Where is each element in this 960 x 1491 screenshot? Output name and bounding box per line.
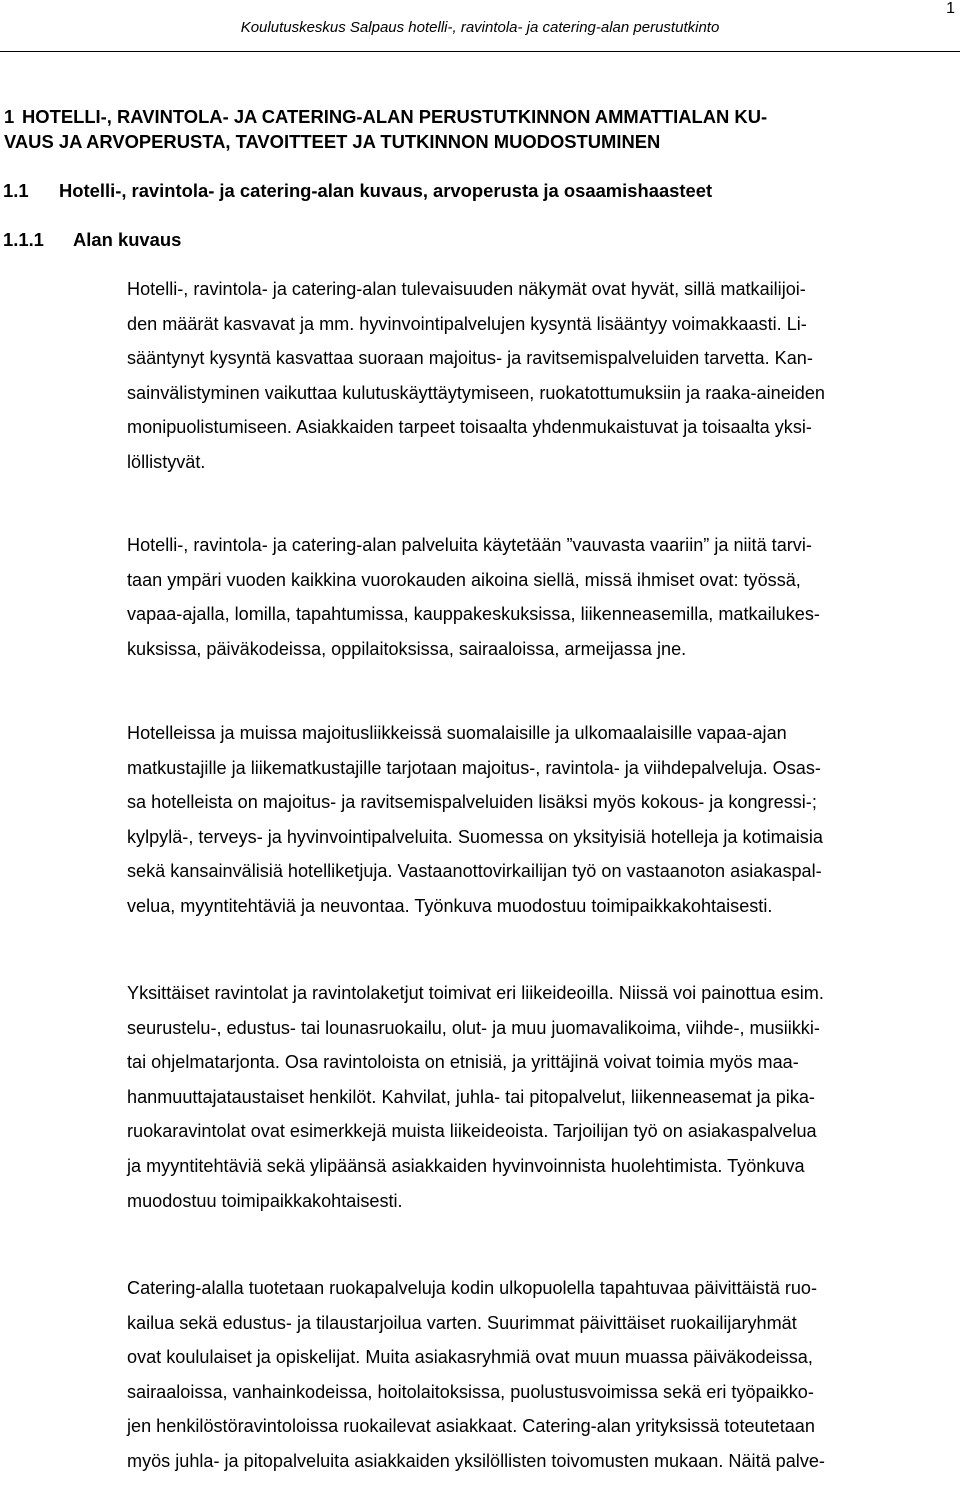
paragraph-line: taan ympäri vuoden kaikkina vuorokauden aikoina siellä, missä ihmiset ovat: työssä, <box>127 569 801 590</box>
header-rule <box>0 51 960 52</box>
paragraph-line: Hotelli-, ravintola- ja catering-alan palveluita käytetään ”vauvasta vaariin” ja niitä tarvi- <box>127 535 812 555</box>
paragraph-5 <box>127 1271 957 1479</box>
heading-2-number: 1.1 <box>3 180 29 201</box>
heading-2-text: Hotelli-, ravintola- ja catering-alan kuvaus, arvoperusta ja osaamishaasteet <box>59 180 713 201</box>
paragraph-line: löllistyvät. <box>127 451 206 472</box>
paragraph-line: muodostuu toimipaikkakohtaisesti. <box>127 1190 403 1211</box>
running-header: Koulutuskeskus Salpaus hotelli-, ravintola- ja catering-alan perustutkinto <box>240 19 720 36</box>
paragraph-line: Catering-alalla tuotetaan ruokapalveluja kodin ulkopuolella tapahtuvaa päivittäistä ruo- <box>127 1278 818 1298</box>
heading-1-line-2: VAUS JA ARVOPERUSTA, TAVOITTEET JA TUTKINNON MUODOSTUMINEN <box>4 131 661 152</box>
page-number: 1 <box>946 0 955 17</box>
paragraph-line: jen henkilöstöravintoloissa ruokailevat asiakkaat. Catering-alan yrityksissä toteutetaan <box>127 1416 815 1437</box>
paragraph-line: sääntynyt kysyntä kasvattaa suoraan majoitus- ja ravitsemispalveluiden tarvetta. Kan- <box>127 348 813 369</box>
paragraph-line: hanmuuttajataustaiset henkilöt. Kahvilat, juhla- tai pitopalvelut, liikenneasemat ja pika- <box>127 1086 815 1107</box>
paragraph-line: ruokaravintolat ovat esimerkkejä muista liikeideoista. Tarjoilijan työ on asiakaspalvelua <box>127 1121 817 1142</box>
paragraph-line: Hotelleissa ja muissa majoitusliikkeissä suomalaisille ja ulkomaalaisille vapaa-ajan <box>127 723 787 743</box>
paragraph-line: seurustelu-, edustus- tai lounasruokailu, olut- ja muu juomavalikoima, viihde-, musiikki- <box>127 1017 820 1038</box>
heading-1-number: 1 <box>4 106 15 127</box>
paragraph-line: velua, myyntitehtäviä ja neuvontaa. Työnkuva muodostuu toimipaikkakohtaisesti. <box>127 895 773 916</box>
paragraph-line: myös juhla- ja pitopalveluita asiakkaiden yksilöllisten toivomusten mukaan. Näitä palve- <box>127 1450 825 1471</box>
heading-1-line-1: HOTELLI-, RAVINTOLA- JA CATERING-ALAN PERUSTUTKINNON AMMATTIALAN KU- <box>22 106 768 127</box>
paragraph-3 <box>127 716 957 924</box>
paragraph-line: kuksissa, päiväkodeissa, oppilaitoksissa, sairaaloissa, armeijassa jne. <box>127 638 687 659</box>
paragraph-line: sa hotelleista on majoitus- ja ravitsemispalveluiden lisäksi myös kokous- ja kongressi-; <box>127 792 817 813</box>
paragraph-line: matkustajille ja liikematkustajille tarjotaan majoitus-, ravintola- ja viihdepalveluja. Osas- <box>127 757 821 778</box>
paragraph-line: Hotelli-, ravintola- ja catering-alan tulevaisuuden näkymät ovat hyvät, sillä matkailijoi- <box>127 279 806 299</box>
paragraph-1 <box>127 272 957 480</box>
paragraph-line: ovat koululaiset ja opiskelijat. Muita asiakasryhmiä ovat muun muassa päiväkodeissa, <box>127 1347 813 1368</box>
paragraph-line: ja myyntitehtäviä sekä ylipäänsä asiakkaiden hyvinvoinnista huolehtimista. Työnkuva <box>127 1155 805 1176</box>
heading-3-number: 1.1.1 <box>3 229 44 250</box>
paragraph-4 <box>127 976 957 1218</box>
paragraph-line: vapaa-ajalla, lomilla, tapahtumissa, kauppakeskuksissa, liikenneasemilla, matkailukes- <box>127 604 820 625</box>
paragraph-line: kailua sekä edustus- ja tilaustarjoilua varten. Suurimmat päivittäiset ruokailijaryhmät <box>127 1312 797 1333</box>
paragraph-2 <box>127 528 957 666</box>
paragraph-line: sairaaloissa, vanhainkodeissa, hoitolaitoksissa, puolustusvoimissa sekä eri työpaikko- <box>127 1381 814 1402</box>
paragraph-line: monipuolistumiseen. Asiakkaiden tarpeet toisaalta yhdenmukaistuvat ja toisaalta yksi- <box>127 417 812 438</box>
paragraph-line: sainvälistyminen vaikuttaa kulutuskäyttäytymiseen, ruokatottumuksiin ja raaka-aineiden <box>127 382 825 403</box>
paragraph-line: tai ohjelmatarjonta. Osa ravintoloista on etnisiä, ja yrittäjinä voivat toimia myös maa- <box>127 1052 799 1073</box>
paragraph-line: Yksittäiset ravintolat ja ravintolaketjut toimivat eri liikeideoilla. Niissä voi painottua esim. <box>127 983 824 1003</box>
paragraph-line: kylpylä-, terveys- ja hyvinvointipalveluita. Suomessa on yksityisiä hotelleja ja kotimaisia <box>127 826 823 847</box>
heading-3-text: Alan kuvaus <box>73 229 182 250</box>
paragraph-line: den määrät kasvavat ja mm. hyvinvointipalvelujen kysyntä lisääntyy voimakkaasti. Li- <box>127 313 807 334</box>
paragraph-line: sekä kansainvälisiä hotelliketjuja. Vastaanottovirkailijan työ on vastaanoton asiakaspal- <box>127 861 822 882</box>
